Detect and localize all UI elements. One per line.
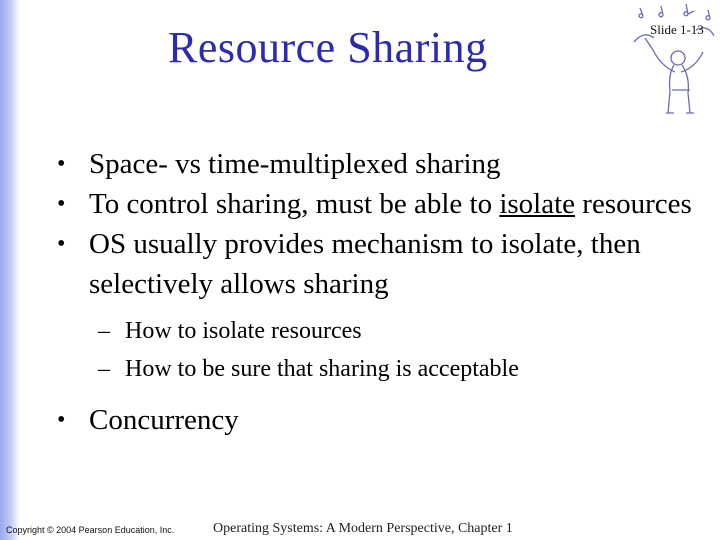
bullet-emphasis: isolate	[499, 188, 576, 220]
bullet-glyph: •	[57, 407, 66, 433]
slide-content	[55, 144, 705, 440]
bullet-glyph: •	[57, 151, 66, 177]
dash-glyph: –	[98, 356, 110, 382]
footer-copyright: Copyright © 2004 Pearson Education, Inc.	[6, 525, 175, 535]
bullet-text: Concurrency	[89, 404, 239, 436]
sub-bullet-item	[55, 312, 705, 350]
sub-bullet-item	[55, 350, 705, 388]
sub-bullet-text: How to isolate resources	[125, 318, 362, 344]
footer-book-title: Operating Systems: A Modern Perspective, Chapter 1	[213, 521, 513, 536]
bullet-text: Space- vs time-multiplexed sharing	[89, 148, 501, 180]
conductor-logo-icon	[628, 2, 720, 122]
sub-bullet-text: How to be sure that sharing is acceptable	[125, 356, 519, 382]
bullet-item	[55, 144, 705, 184]
bullet-item	[55, 400, 705, 440]
bullet-glyph: •	[57, 191, 66, 217]
slide-title: Resource Sharing	[168, 23, 488, 72]
bullet-glyph: •	[57, 231, 66, 257]
left-accent-bar	[0, 0, 20, 540]
bullet-text: OS usually provides mechanism to isolate, then selectively allows sharing	[89, 228, 641, 300]
dash-glyph: –	[98, 318, 110, 344]
bullet-text: To control sharing, must be able to	[89, 188, 500, 220]
bullet-item	[55, 184, 705, 224]
bullet-text-suffix: resources	[575, 188, 692, 220]
slide-number: Slide 1-13	[650, 22, 704, 37]
bullet-item	[55, 224, 705, 304]
